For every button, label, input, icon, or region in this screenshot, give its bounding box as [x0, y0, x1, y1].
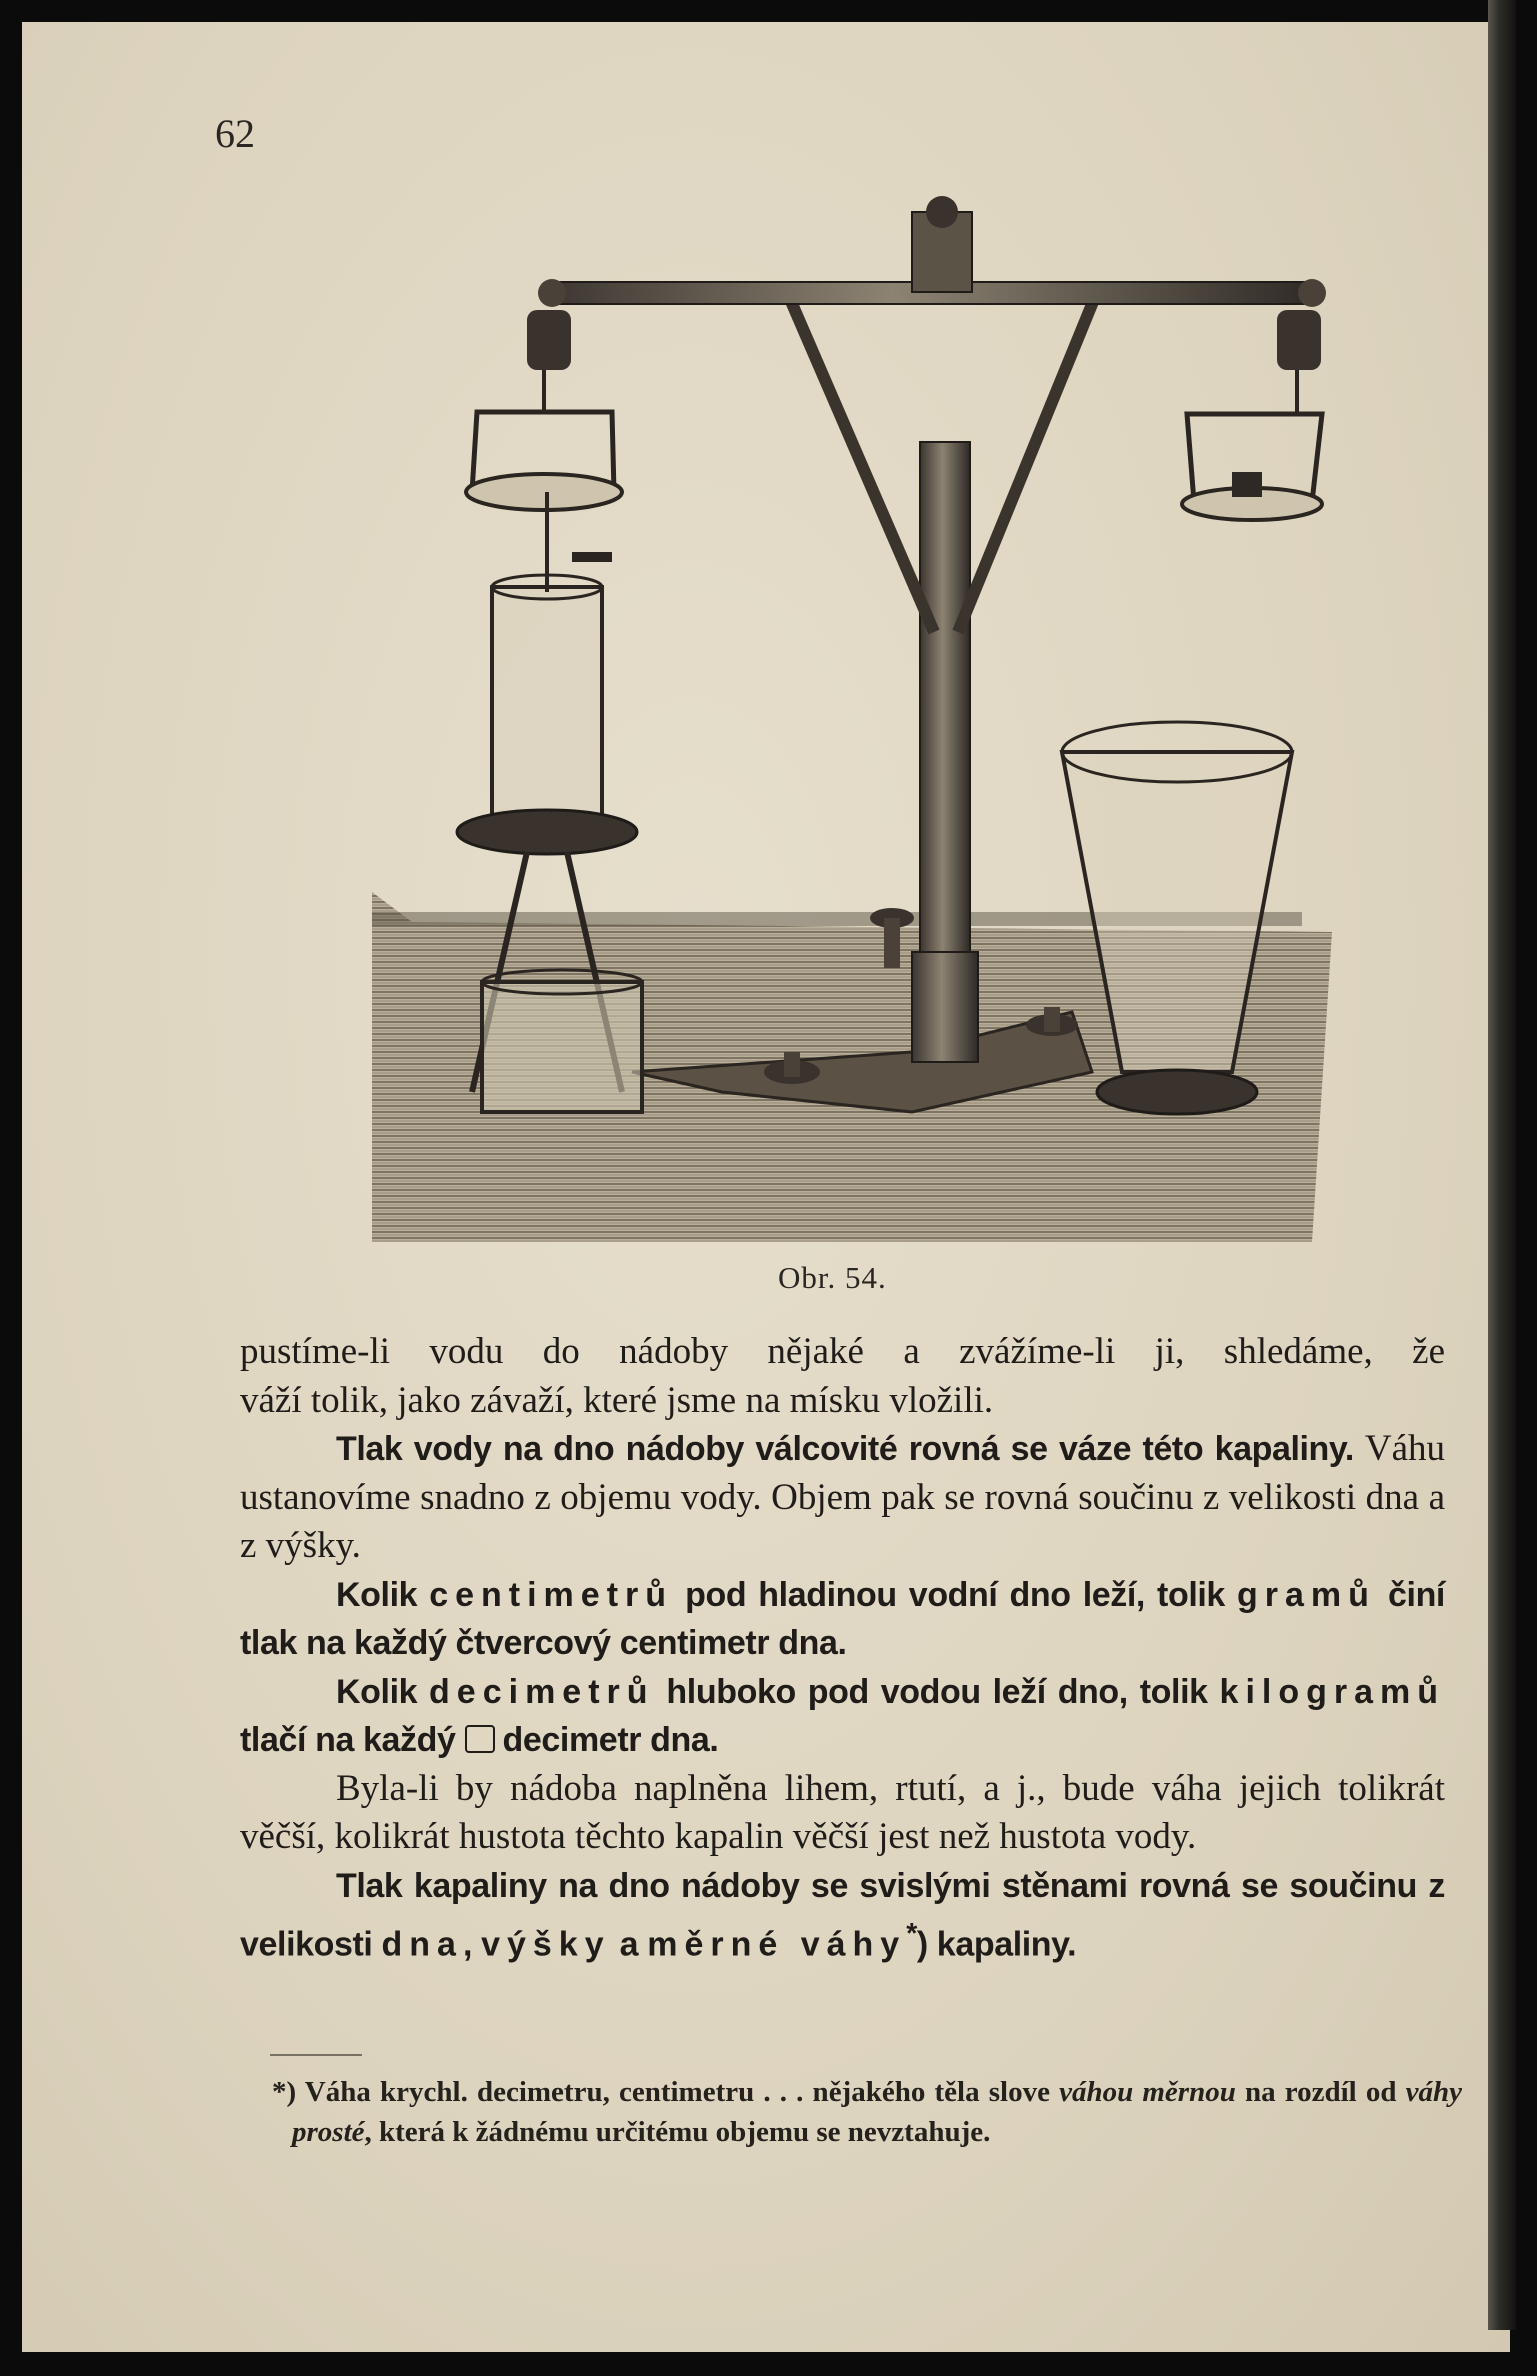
glass-beaker [482, 982, 642, 1112]
text-span: a [610, 1925, 648, 1964]
text-span: Tlak kapaliny na dno nádoby se svislými stěnami rovná se součinu z velikosti [240, 1866, 1445, 1964]
text-span: Kolik [336, 1575, 430, 1614]
text-span: Váha krychl. decimetru, centimetru . . . nějakého těla slove [296, 2076, 1060, 2108]
spaced-text: decimetrů [429, 1672, 655, 1711]
spaced-text: dna [381, 1925, 463, 1964]
spaced-text: gramů [1237, 1575, 1376, 1614]
text-span: hluboko pod vodou leží dno, tolik [654, 1672, 1220, 1711]
text-span: Váhu ustanovíme snadno z objemu vody. Objem pak se rovná součinu z velikosti dna a z výšky. [240, 1428, 1445, 1566]
text-span: na rozdíl od [1235, 2076, 1406, 2108]
paragraph: Byla-li by nádoba naplněna lihem, rtutí, a j., bude váha jejich tolikrát věčší, kolikrát hustota těchto kapalin věčší jest než hustota vody. [240, 1767, 1445, 1857]
balance-scale-illustration [352, 192, 1332, 1252]
footnote-text [272, 2072, 1462, 2152]
text-span: pod hladinou vodní dno leží, tolik [673, 1575, 1238, 1614]
page-number: 62 [215, 111, 255, 156]
book-spine [1488, 0, 1516, 2330]
text-span: decimetr dna. [502, 1721, 719, 1759]
left-balance-pan [466, 474, 622, 510]
text-span: Kolik [336, 1672, 430, 1711]
italic-term: váhou měrnou [1059, 2076, 1236, 2108]
emphasis-text: Tlak vody na dno nádoby válcovité rovná se váze této kapaliny. [336, 1430, 1354, 1468]
book-page [22, 22, 1510, 2352]
square-symbol-icon [465, 1725, 495, 1753]
spaced-text: výšky [481, 1925, 611, 1964]
footnote-star: *) [272, 2076, 297, 2108]
text-span: , [462, 1925, 482, 1964]
spaced-text: centimetrů [429, 1575, 674, 1614]
figure-illustration [352, 192, 1332, 1252]
paragraph [240, 1425, 1445, 1571]
footnote-divider [270, 2054, 362, 2056]
figure-caption: Obr. 54. [778, 1260, 887, 1295]
text-span: tlačí na každý [240, 1721, 465, 1759]
weights-icon [1232, 472, 1262, 497]
body-text [240, 1328, 1445, 1969]
text-span: , která k žádnému určitému objemu se nevztahuje. [364, 2116, 991, 2148]
italic-term: váhy prosté [292, 2076, 1462, 2148]
glass-cylinder [492, 587, 602, 817]
paragraph-rule [240, 1668, 1445, 1765]
paragraph-line: váží tolik, jako závaží, které jsme na mísku vložili. [240, 1379, 994, 1421]
paragraph-line: pustíme-li vodu do nádoby nějaké a zvážíme-li ji, shledáme, že [240, 1331, 1445, 1372]
spaced-text: měrné váhy [647, 1925, 907, 1964]
paragraph-rule [240, 1862, 1445, 1969]
text-span: ) kapaliny. [916, 1925, 1077, 1964]
footnote-marker: * [906, 1918, 917, 1950]
text-span: činí tlak na každý čtvercový centimetr dna. [240, 1575, 1445, 1662]
footnote [272, 2072, 1462, 2152]
spaced-text: kilogramů [1219, 1672, 1446, 1711]
paragraph-rule [240, 1571, 1445, 1668]
